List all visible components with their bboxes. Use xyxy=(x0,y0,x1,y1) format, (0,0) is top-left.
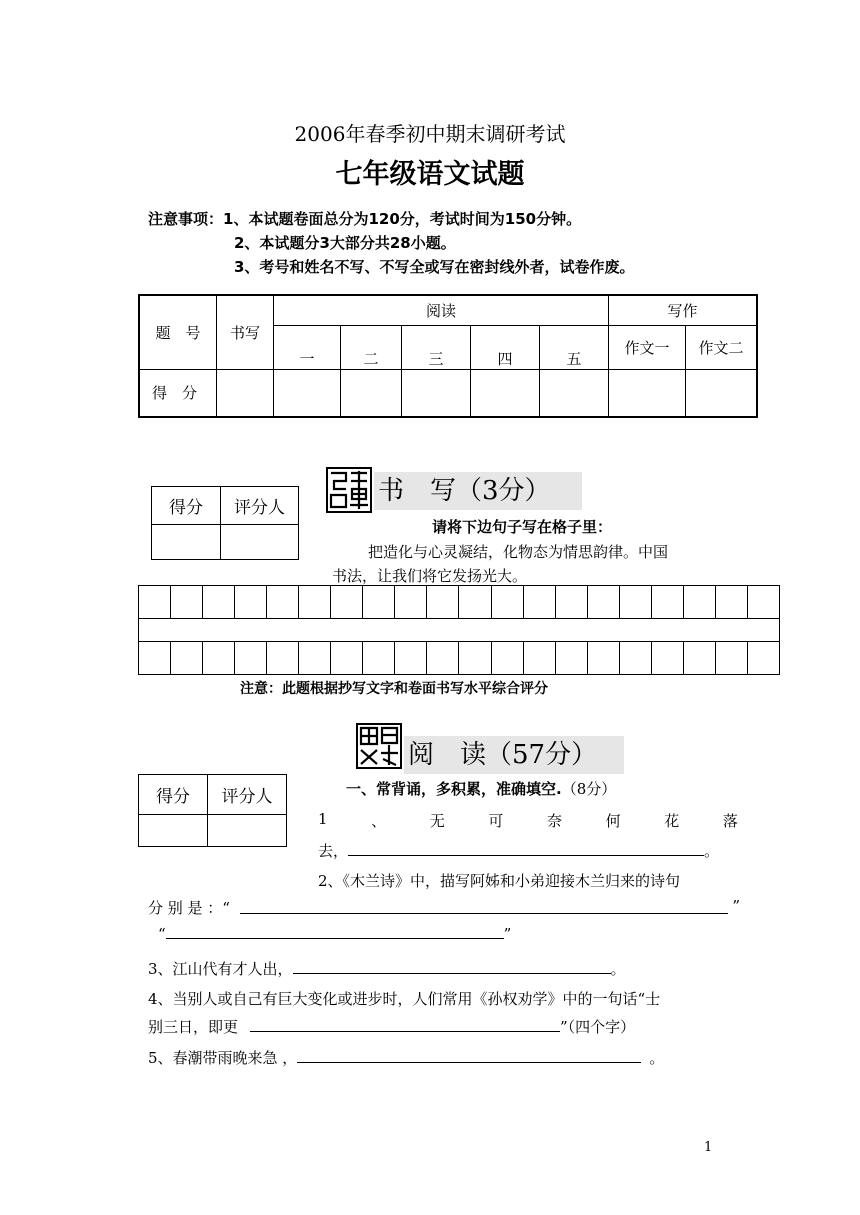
q4-line-1: 4、当别人或自己有巨大变化或进步时，人们常用《孙权劝学》中的一句话“士 xyxy=(148,990,661,1008)
note-2: 2、本试题分3大部分共28小题。 xyxy=(234,234,456,252)
grader-entry[interactable] xyxy=(221,525,299,560)
q2-line-3 xyxy=(158,925,511,943)
q1-char: 、 xyxy=(371,812,387,830)
score-cell[interactable] xyxy=(341,369,402,417)
pingfenren-header: 评分人 xyxy=(221,487,299,525)
q1-continue xyxy=(318,840,719,861)
col-er: 二 xyxy=(341,325,402,369)
question-1-heading xyxy=(346,778,616,799)
q5-text: 5、春潮带雨晚来急 ， xyxy=(148,1049,298,1067)
col-zuowen2: 作文二 xyxy=(686,325,758,369)
q2-prefix: 分 别 是 ：“ xyxy=(148,899,230,917)
writing-sentence-1: 把造化与心灵凝结，化物态为情思韵律。中国 xyxy=(368,543,669,561)
section-writing-banner: 书 写（3分） xyxy=(374,472,582,510)
score-cell[interactable] xyxy=(609,369,686,417)
q1-end: 。 xyxy=(704,842,720,860)
q1-line xyxy=(318,810,738,831)
q1-char: 何 xyxy=(605,812,621,830)
defen-header: 得分 xyxy=(139,775,208,815)
answer-blank[interactable] xyxy=(297,1062,641,1063)
defen-header: 得分 xyxy=(152,487,221,525)
q1-char: 花 xyxy=(664,812,680,830)
grader-box-1 xyxy=(151,486,299,560)
score-entry[interactable] xyxy=(152,525,221,560)
shuxie-label: 书写 xyxy=(217,295,274,369)
col-wu: 五 xyxy=(540,325,609,369)
col-yi: 一 xyxy=(274,325,341,369)
q3-line xyxy=(148,958,626,979)
question-1-title: 一、常背诵，多积累，准确填空. xyxy=(346,780,562,798)
q2-close-quote: ” xyxy=(732,897,740,915)
col-si: 四 xyxy=(471,325,540,369)
q2-open-quote: “ xyxy=(158,925,166,943)
writing-note: 注意：此题根据抄写文字和卷面书写水平综合评分 xyxy=(240,681,548,697)
score-cell[interactable] xyxy=(540,369,609,417)
answer-blank[interactable] xyxy=(240,897,728,914)
q4-prefix: 别三日，即更 xyxy=(148,1018,239,1036)
score-cell[interactable] xyxy=(402,369,471,417)
section-reading-banner: 阅 读（57分） xyxy=(404,736,624,774)
note-1: 1、本试题卷面总分为120分，考试时间为150分钟。 xyxy=(223,210,582,228)
score-table xyxy=(138,294,758,418)
grader-entry[interactable] xyxy=(208,815,287,847)
score-cell[interactable] xyxy=(686,369,758,417)
q4-suffix: ”（四个字） xyxy=(560,1018,636,1036)
q1-char: 1 xyxy=(318,810,328,828)
q4-line-2 xyxy=(148,1016,635,1037)
writing-grid-row-2[interactable] xyxy=(138,641,780,675)
score-cell[interactable] xyxy=(217,369,274,417)
score-entry[interactable] xyxy=(139,815,208,847)
q2-line-2 xyxy=(148,897,740,918)
q1-char: 可 xyxy=(488,812,504,830)
q1-char: 奈 xyxy=(547,812,563,830)
writing-grid-row-1[interactable] xyxy=(138,585,780,619)
defen-label: 得 分 xyxy=(139,369,217,417)
q3-end: 。 xyxy=(610,960,626,978)
score-cell[interactable] xyxy=(274,369,341,417)
col-san: 三 xyxy=(402,325,471,369)
q1-char: 无 xyxy=(429,812,445,830)
exam-title: 2006年春季初中期末调研考试 xyxy=(294,122,566,146)
q1-char: 落 xyxy=(722,812,738,830)
q5-line xyxy=(148,1047,664,1068)
writing-grid-gap xyxy=(138,617,780,641)
q5-end: 。 xyxy=(649,1049,665,1067)
exam-subject-title: 七年级语文试题 xyxy=(335,159,525,190)
question-1-points: （8分） xyxy=(561,780,617,798)
tihao-label: 题 号 xyxy=(139,295,217,369)
note-3: 3、考号和姓名不写、不写全或写在密封线外者，试卷作废。 xyxy=(234,258,635,276)
page-number: 1 xyxy=(704,1140,713,1155)
q2-close-quote-2: ” xyxy=(503,925,512,943)
answer-blank[interactable] xyxy=(348,855,704,856)
answer-blank[interactable] xyxy=(250,1031,560,1032)
q1-continue-text: 去， xyxy=(318,842,349,860)
seal-stamp-icon xyxy=(326,467,372,513)
score-cell[interactable] xyxy=(471,369,540,417)
notes-line-1 xyxy=(148,208,581,229)
yuedu-label: 阅读 xyxy=(274,295,609,325)
answer-blank[interactable] xyxy=(166,938,504,939)
seal-stamp-icon xyxy=(356,723,402,769)
xiezuo-label: 写作 xyxy=(609,295,758,325)
writing-instruction: 请将下边句子写在格子里： xyxy=(432,518,613,536)
answer-blank[interactable] xyxy=(293,973,611,974)
col-zuowen1: 作文一 xyxy=(609,325,686,369)
writing-sentence-2: 书法，让我们将它发扬光大。 xyxy=(332,567,528,585)
q2-line-1: 2、《木兰诗》中，描写阿姊和小弟迎接木兰归来的诗句 xyxy=(318,872,681,890)
grader-box-2 xyxy=(138,774,287,847)
notes-label: 注意事项： xyxy=(148,210,224,228)
pingfenren-header: 评分人 xyxy=(208,775,287,815)
q3-text: 3、江山代有才人出， xyxy=(148,960,293,978)
